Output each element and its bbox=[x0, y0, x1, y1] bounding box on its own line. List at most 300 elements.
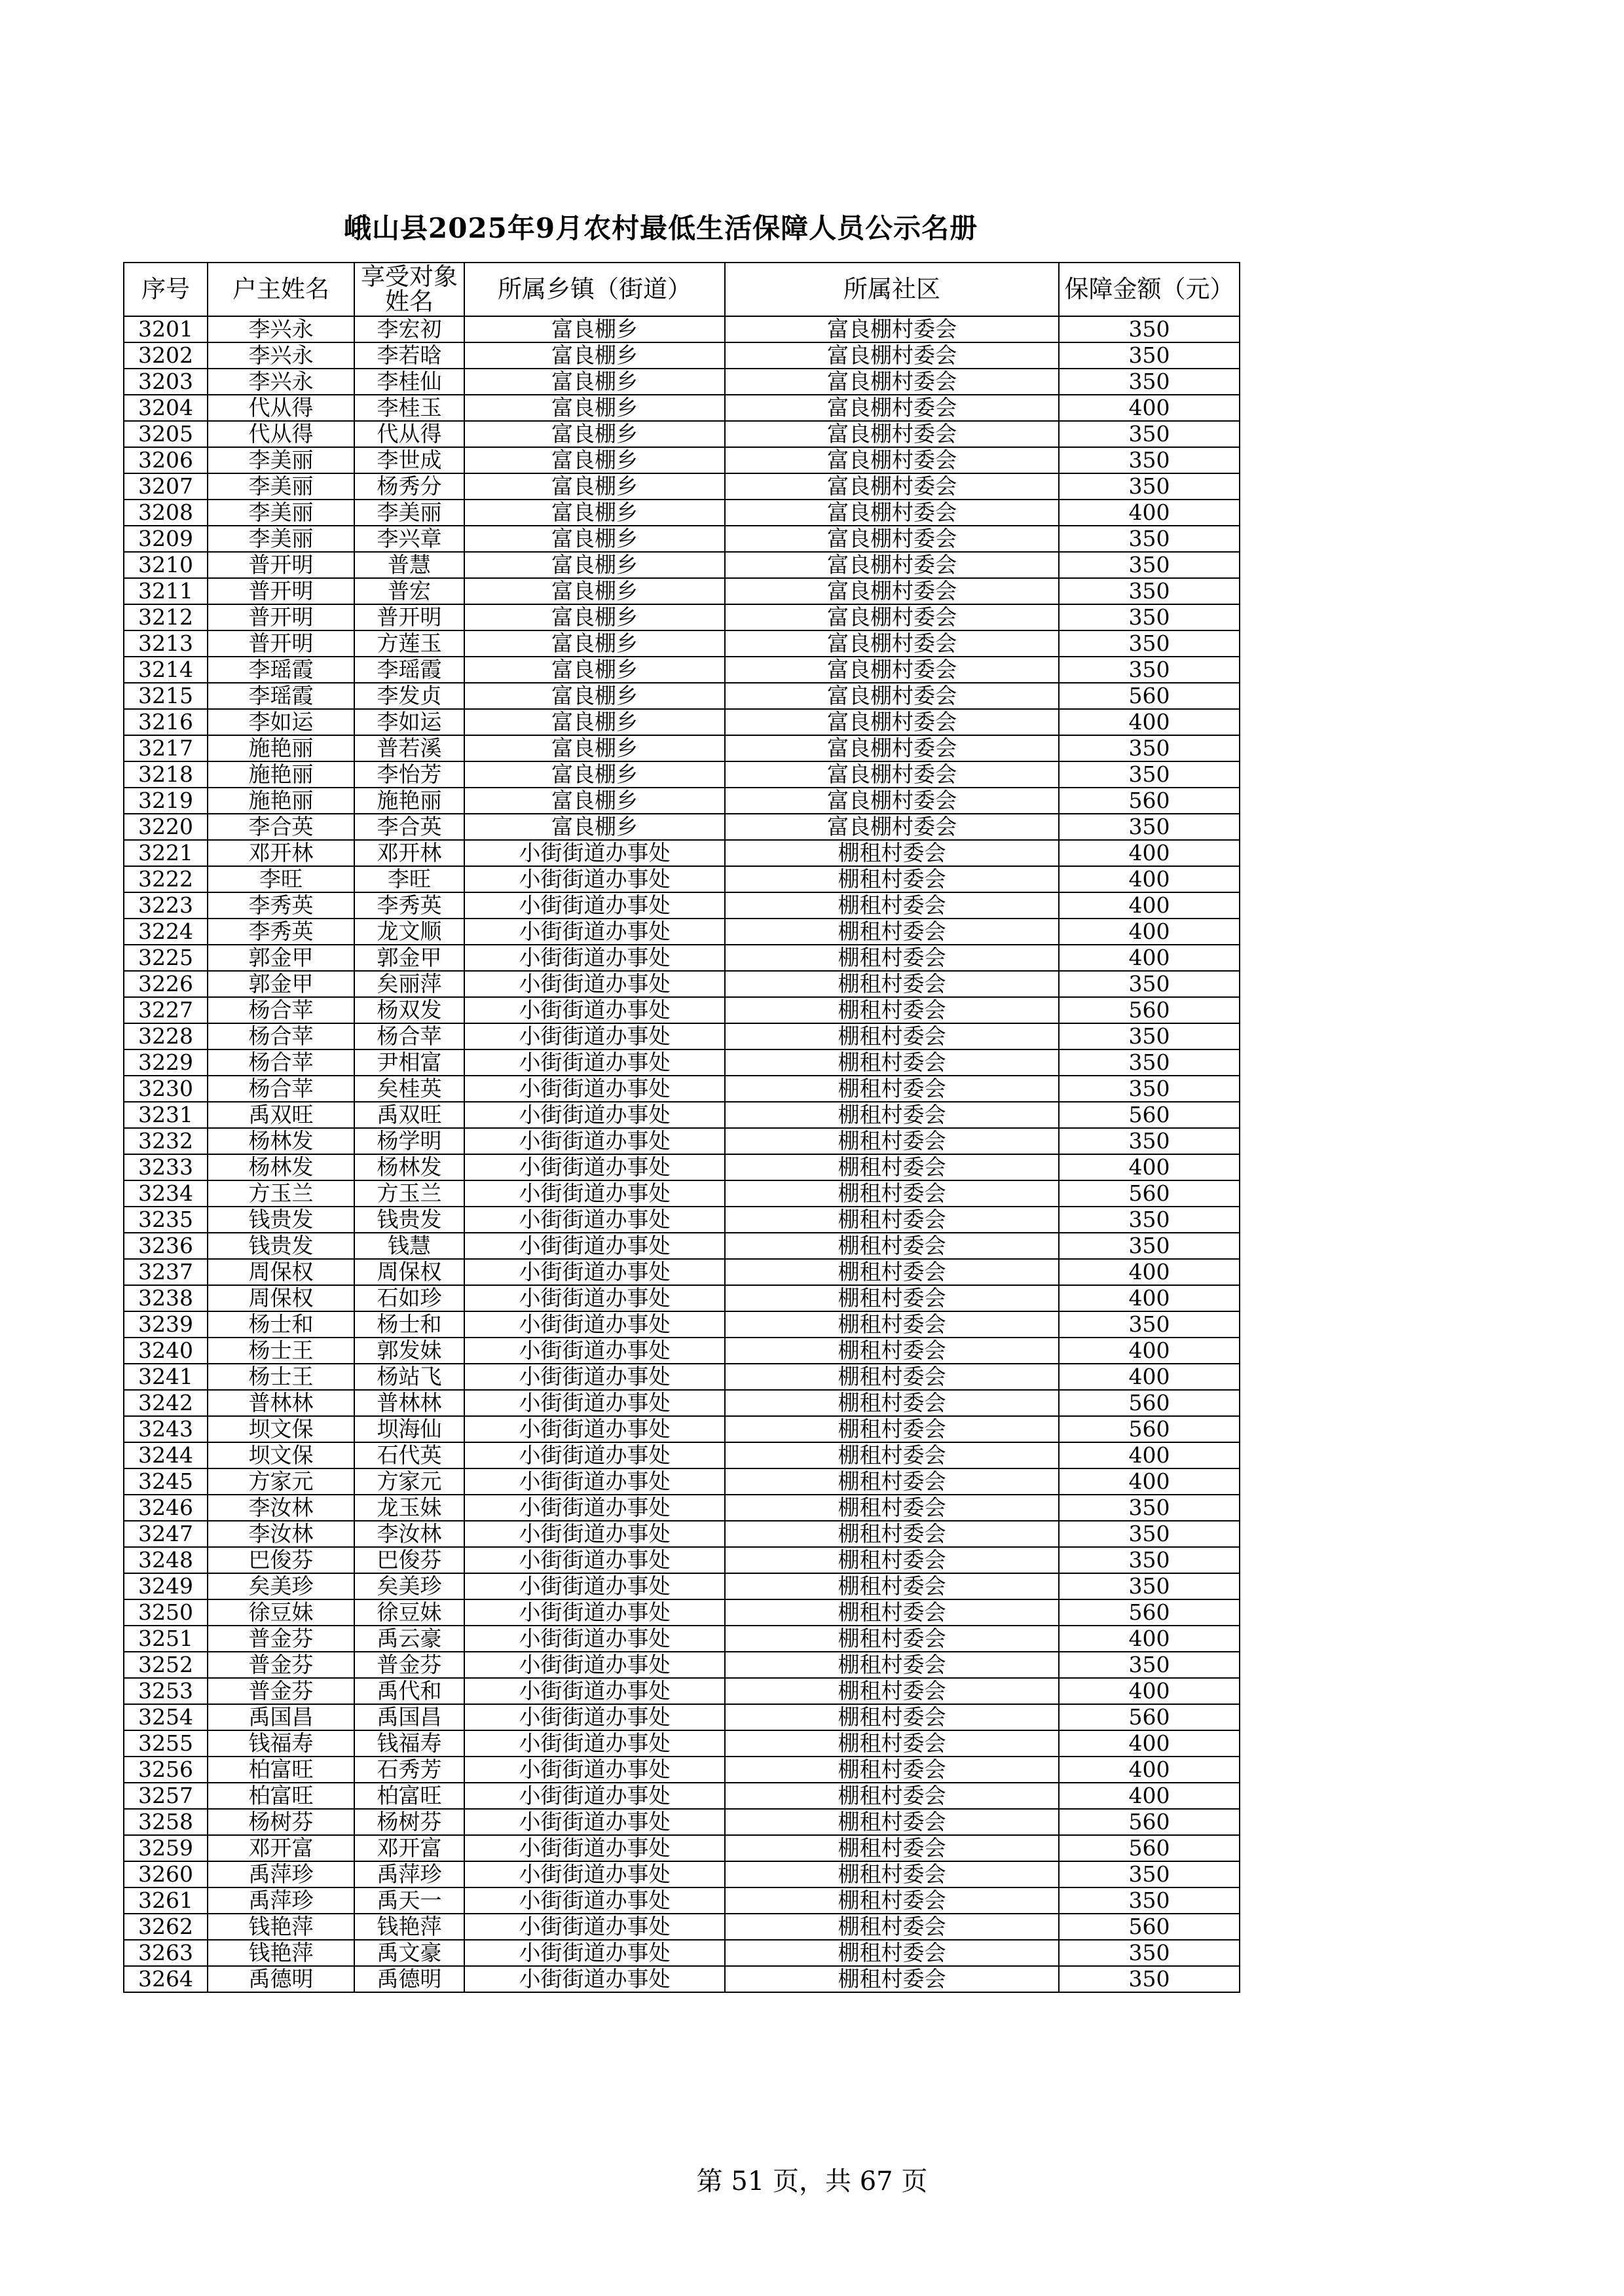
cell-amount: 400 bbox=[1059, 945, 1240, 971]
cell-beneficiary-name: 杨树芬 bbox=[354, 1809, 464, 1835]
cell-beneficiary-name: 李怡芳 bbox=[354, 761, 464, 788]
cell-household-head: 施艳丽 bbox=[208, 788, 354, 814]
cell-seq: 3242 bbox=[124, 1390, 208, 1416]
cell-beneficiary-name: 李若晗 bbox=[354, 342, 464, 369]
cell-household-head: 普开明 bbox=[208, 604, 354, 630]
cell-beneficiary-name: 禹代和 bbox=[354, 1678, 464, 1704]
table-row bbox=[124, 395, 1240, 421]
cell-seq: 3261 bbox=[124, 1887, 208, 1914]
cell-beneficiary-name: 杨站飞 bbox=[354, 1364, 464, 1390]
cell-beneficiary-name: 普林林 bbox=[354, 1390, 464, 1416]
cell-township: 小街街道办事处 bbox=[464, 1442, 725, 1468]
cell-beneficiary-name: 杨秀分 bbox=[354, 473, 464, 500]
table-row bbox=[124, 1076, 1240, 1102]
cell-beneficiary-name: 李合英 bbox=[354, 814, 464, 840]
cell-household-head: 坝文保 bbox=[208, 1442, 354, 1468]
cell-community: 棚租村委会 bbox=[725, 1573, 1059, 1599]
cell-township: 小街街道办事处 bbox=[464, 1128, 725, 1154]
cell-community: 棚租村委会 bbox=[725, 1468, 1059, 1495]
cell-seq: 3236 bbox=[124, 1233, 208, 1259]
cell-community: 富良棚村委会 bbox=[725, 421, 1059, 447]
cell-seq: 3216 bbox=[124, 709, 208, 735]
cell-amount: 400 bbox=[1059, 1783, 1240, 1809]
cell-seq: 3206 bbox=[124, 447, 208, 473]
cell-seq: 3204 bbox=[124, 395, 208, 421]
cell-amount: 400 bbox=[1059, 1154, 1240, 1180]
cell-amount: 400 bbox=[1059, 866, 1240, 892]
cell-seq: 3244 bbox=[124, 1442, 208, 1468]
cell-township: 小街街道办事处 bbox=[464, 1311, 725, 1338]
cell-township: 富良棚乡 bbox=[464, 657, 725, 683]
cell-household-head: 郭金甲 bbox=[208, 971, 354, 997]
cell-community: 棚租村委会 bbox=[725, 1076, 1059, 1102]
cell-amount: 350 bbox=[1059, 1311, 1240, 1338]
cell-beneficiary-name: 普开明 bbox=[354, 604, 464, 630]
cell-amount: 400 bbox=[1059, 892, 1240, 919]
cell-household-head: 普金芬 bbox=[208, 1652, 354, 1678]
cell-household-head: 李汝林 bbox=[208, 1521, 354, 1547]
table-row bbox=[124, 1573, 1240, 1599]
cell-beneficiary-name: 李兴章 bbox=[354, 526, 464, 552]
cell-community: 富良棚村委会 bbox=[725, 552, 1059, 578]
cell-township: 富良棚乡 bbox=[464, 788, 725, 814]
cell-amount: 400 bbox=[1059, 709, 1240, 735]
cell-beneficiary-name: 李如运 bbox=[354, 709, 464, 735]
cell-beneficiary-name: 李世成 bbox=[354, 447, 464, 473]
cell-amount: 350 bbox=[1059, 1495, 1240, 1521]
cell-amount: 400 bbox=[1059, 919, 1240, 945]
table-row bbox=[124, 369, 1240, 395]
cell-beneficiary-name: 龙文顺 bbox=[354, 919, 464, 945]
cell-seq: 3243 bbox=[124, 1416, 208, 1442]
cell-amount: 560 bbox=[1059, 788, 1240, 814]
cell-township: 小街街道办事处 bbox=[464, 1757, 725, 1783]
table-row bbox=[124, 604, 1240, 630]
cell-beneficiary-name: 禹双旺 bbox=[354, 1102, 464, 1128]
cell-community: 富良棚村委会 bbox=[725, 395, 1059, 421]
table-row bbox=[124, 1547, 1240, 1573]
cell-township: 小街街道办事处 bbox=[464, 1914, 725, 1940]
cell-amount: 400 bbox=[1059, 1626, 1240, 1652]
cell-seq: 3224 bbox=[124, 919, 208, 945]
cell-township: 小街街道办事处 bbox=[464, 1416, 725, 1442]
cell-township: 小街街道办事处 bbox=[464, 1704, 725, 1730]
cell-household-head: 邓开林 bbox=[208, 840, 354, 866]
cell-community: 棚租村委会 bbox=[725, 1233, 1059, 1259]
cell-seq: 3254 bbox=[124, 1704, 208, 1730]
cell-community: 棚租村委会 bbox=[725, 1757, 1059, 1783]
cell-beneficiary-name: 李美丽 bbox=[354, 500, 464, 526]
cell-seq: 3215 bbox=[124, 683, 208, 709]
cell-household-head: 郭金甲 bbox=[208, 945, 354, 971]
cell-seq: 3256 bbox=[124, 1757, 208, 1783]
cell-amount: 560 bbox=[1059, 1102, 1240, 1128]
cell-amount: 350 bbox=[1059, 814, 1240, 840]
cell-household-head: 施艳丽 bbox=[208, 761, 354, 788]
cell-seq: 3231 bbox=[124, 1102, 208, 1128]
cell-beneficiary-name: 施艳丽 bbox=[354, 788, 464, 814]
table-row bbox=[124, 709, 1240, 735]
cell-community: 棚租村委会 bbox=[725, 1285, 1059, 1311]
cell-community: 棚租村委会 bbox=[725, 1495, 1059, 1521]
cell-seq: 3220 bbox=[124, 814, 208, 840]
cell-beneficiary-name: 郭发妹 bbox=[354, 1338, 464, 1364]
cell-beneficiary-name: 李桂玉 bbox=[354, 395, 464, 421]
cell-township: 富良棚乡 bbox=[464, 342, 725, 369]
table-row bbox=[124, 316, 1240, 342]
cell-household-head: 李兴永 bbox=[208, 369, 354, 395]
cell-community: 棚租村委会 bbox=[725, 1861, 1059, 1887]
cell-amount: 350 bbox=[1059, 1128, 1240, 1154]
cell-household-head: 杨合苹 bbox=[208, 997, 354, 1023]
cell-community: 棚租村委会 bbox=[725, 892, 1059, 919]
cell-beneficiary-name: 李桂仙 bbox=[354, 369, 464, 395]
cell-township: 小街街道办事处 bbox=[464, 1207, 725, 1233]
cell-seq: 3247 bbox=[124, 1521, 208, 1547]
cell-community: 棚租村委会 bbox=[725, 1547, 1059, 1573]
cell-amount: 350 bbox=[1059, 447, 1240, 473]
table-row bbox=[124, 1390, 1240, 1416]
cell-township: 富良棚乡 bbox=[464, 395, 725, 421]
cell-community: 棚租村委会 bbox=[725, 1730, 1059, 1757]
cell-amount: 400 bbox=[1059, 395, 1240, 421]
cell-community: 棚租村委会 bbox=[725, 945, 1059, 971]
cell-amount: 350 bbox=[1059, 421, 1240, 447]
cell-beneficiary-name: 邓开富 bbox=[354, 1835, 464, 1861]
cell-community: 棚租村委会 bbox=[725, 1128, 1059, 1154]
cell-household-head: 李兴永 bbox=[208, 316, 354, 342]
cell-household-head: 杨合苹 bbox=[208, 1049, 354, 1076]
cell-community: 棚租村委会 bbox=[725, 866, 1059, 892]
cell-amount: 400 bbox=[1059, 840, 1240, 866]
cell-community: 富良棚村委会 bbox=[725, 761, 1059, 788]
cell-beneficiary-name: 杨合苹 bbox=[354, 1023, 464, 1049]
cell-township: 富良棚乡 bbox=[464, 761, 725, 788]
table-header-row bbox=[124, 263, 1240, 316]
cell-seq: 3211 bbox=[124, 578, 208, 604]
cell-community: 富良棚村委会 bbox=[725, 342, 1059, 369]
cell-household-head: 李秀英 bbox=[208, 919, 354, 945]
cell-township: 小街街道办事处 bbox=[464, 1259, 725, 1285]
table-row bbox=[124, 1966, 1240, 1992]
table-row bbox=[124, 1233, 1240, 1259]
cell-community: 富良棚村委会 bbox=[725, 735, 1059, 761]
cell-seq: 3263 bbox=[124, 1940, 208, 1966]
cell-township: 小街街道办事处 bbox=[464, 866, 725, 892]
page-footer: 第 51 页，共 67 页 bbox=[696, 2166, 928, 2196]
table-row bbox=[124, 1416, 1240, 1442]
cell-seq: 3203 bbox=[124, 369, 208, 395]
cell-household-head: 矣美珍 bbox=[208, 1573, 354, 1599]
cell-beneficiary-name: 石代英 bbox=[354, 1442, 464, 1468]
cell-beneficiary-name: 李宏初 bbox=[354, 316, 464, 342]
cell-beneficiary-name: 周保权 bbox=[354, 1259, 464, 1285]
cell-amount: 350 bbox=[1059, 552, 1240, 578]
table-row bbox=[124, 1861, 1240, 1887]
cell-amount: 400 bbox=[1059, 1757, 1240, 1783]
cell-beneficiary-name: 普若溪 bbox=[354, 735, 464, 761]
cell-township: 富良棚乡 bbox=[464, 500, 725, 526]
cell-seq: 3251 bbox=[124, 1626, 208, 1652]
cell-community: 棚租村委会 bbox=[725, 1835, 1059, 1861]
table-row bbox=[124, 945, 1240, 971]
cell-household-head: 李美丽 bbox=[208, 526, 354, 552]
cell-township: 小街街道办事处 bbox=[464, 1102, 725, 1128]
cell-community: 棚租村委会 bbox=[725, 1442, 1059, 1468]
cell-beneficiary-name: 禹国昌 bbox=[354, 1704, 464, 1730]
page-title: 峨山县2025年9月农村最低生活保障人员公示名册 bbox=[344, 212, 978, 244]
cell-community: 富良棚村委会 bbox=[725, 447, 1059, 473]
table-row bbox=[124, 788, 1240, 814]
table-row bbox=[124, 1154, 1240, 1180]
cell-beneficiary-name: 禹云豪 bbox=[354, 1626, 464, 1652]
cell-seq: 3212 bbox=[124, 604, 208, 630]
cell-community: 棚租村委会 bbox=[725, 1338, 1059, 1364]
cell-community: 棚租村委会 bbox=[725, 1390, 1059, 1416]
cell-community: 棚租村委会 bbox=[725, 1207, 1059, 1233]
cell-community: 富良棚村委会 bbox=[725, 709, 1059, 735]
cell-township: 小街街道办事处 bbox=[464, 1521, 725, 1547]
cell-community: 富良棚村委会 bbox=[725, 369, 1059, 395]
cell-household-head: 杨士和 bbox=[208, 1311, 354, 1338]
cell-amount: 350 bbox=[1059, 316, 1240, 342]
cell-amount: 350 bbox=[1059, 526, 1240, 552]
cell-household-head: 李美丽 bbox=[208, 473, 354, 500]
cell-community: 富良棚村委会 bbox=[725, 788, 1059, 814]
cell-township: 小街街道办事处 bbox=[464, 1285, 725, 1311]
cell-household-head: 钱艳萍 bbox=[208, 1914, 354, 1940]
cell-amount: 350 bbox=[1059, 342, 1240, 369]
cell-township: 小街街道办事处 bbox=[464, 1049, 725, 1076]
table-row bbox=[124, 1259, 1240, 1285]
cell-household-head: 李美丽 bbox=[208, 447, 354, 473]
table-row bbox=[124, 1783, 1240, 1809]
cell-community: 富良棚村委会 bbox=[725, 630, 1059, 657]
cell-township: 小街街道办事处 bbox=[464, 1023, 725, 1049]
cell-household-head: 杨林发 bbox=[208, 1154, 354, 1180]
cell-township: 富良棚乡 bbox=[464, 578, 725, 604]
cell-beneficiary-name: 杨双发 bbox=[354, 997, 464, 1023]
roster-table bbox=[123, 262, 1240, 1993]
cell-amount: 560 bbox=[1059, 1914, 1240, 1940]
cell-township: 小街街道办事处 bbox=[464, 892, 725, 919]
cell-beneficiary-name: 石秀芳 bbox=[354, 1757, 464, 1783]
cell-amount: 560 bbox=[1059, 997, 1240, 1023]
table-row bbox=[124, 1757, 1240, 1783]
cell-amount: 560 bbox=[1059, 1180, 1240, 1207]
cell-household-head: 巴俊芬 bbox=[208, 1547, 354, 1573]
cell-township: 小街街道办事处 bbox=[464, 1233, 725, 1259]
cell-seq: 3239 bbox=[124, 1311, 208, 1338]
header-seq: 序号 bbox=[124, 263, 208, 316]
table-row bbox=[124, 1914, 1240, 1940]
cell-beneficiary-name: 李发贞 bbox=[354, 683, 464, 709]
header-township: 所属乡镇（街道） bbox=[464, 263, 725, 316]
cell-township: 小街街道办事处 bbox=[464, 1154, 725, 1180]
cell-amount: 350 bbox=[1059, 1887, 1240, 1914]
cell-beneficiary-name: 巴俊芬 bbox=[354, 1547, 464, 1573]
header-community: 所属社区 bbox=[725, 263, 1059, 316]
cell-seq: 3219 bbox=[124, 788, 208, 814]
cell-beneficiary-name: 李秀英 bbox=[354, 892, 464, 919]
cell-amount: 400 bbox=[1059, 1364, 1240, 1390]
cell-township: 富良棚乡 bbox=[464, 369, 725, 395]
cell-household-head: 方家元 bbox=[208, 1468, 354, 1495]
cell-seq: 3223 bbox=[124, 892, 208, 919]
cell-seq: 3225 bbox=[124, 945, 208, 971]
cell-seq: 3226 bbox=[124, 971, 208, 997]
cell-community: 棚租村委会 bbox=[725, 997, 1059, 1023]
cell-seq: 3249 bbox=[124, 1573, 208, 1599]
cell-seq: 3262 bbox=[124, 1914, 208, 1940]
cell-amount: 350 bbox=[1059, 1652, 1240, 1678]
cell-amount: 350 bbox=[1059, 657, 1240, 683]
cell-seq: 3201 bbox=[124, 316, 208, 342]
table-row bbox=[124, 578, 1240, 604]
cell-household-head: 钱艳萍 bbox=[208, 1940, 354, 1966]
cell-beneficiary-name: 钱福寿 bbox=[354, 1730, 464, 1757]
cell-beneficiary-name: 杨学明 bbox=[354, 1128, 464, 1154]
table-row bbox=[124, 342, 1240, 369]
cell-beneficiary-name: 钱贵发 bbox=[354, 1207, 464, 1233]
cell-township: 小街街道办事处 bbox=[464, 1547, 725, 1573]
cell-beneficiary-name: 普宏 bbox=[354, 578, 464, 604]
cell-township: 小街街道办事处 bbox=[464, 1783, 725, 1809]
table-row bbox=[124, 421, 1240, 447]
table-row bbox=[124, 735, 1240, 761]
cell-community: 富良棚村委会 bbox=[725, 500, 1059, 526]
cell-beneficiary-name: 禹天一 bbox=[354, 1887, 464, 1914]
cell-community: 棚租村委会 bbox=[725, 1914, 1059, 1940]
cell-seq: 3237 bbox=[124, 1259, 208, 1285]
cell-seq: 3218 bbox=[124, 761, 208, 788]
cell-township: 小街街道办事处 bbox=[464, 1180, 725, 1207]
table-row bbox=[124, 526, 1240, 552]
cell-beneficiary-name: 李瑶霞 bbox=[354, 657, 464, 683]
cell-township: 小街街道办事处 bbox=[464, 971, 725, 997]
cell-household-head: 禹德明 bbox=[208, 1966, 354, 1992]
cell-township: 富良棚乡 bbox=[464, 683, 725, 709]
cell-township: 富良棚乡 bbox=[464, 473, 725, 500]
cell-community: 富良棚村委会 bbox=[725, 657, 1059, 683]
cell-township: 小街街道办事处 bbox=[464, 1652, 725, 1678]
cell-community: 棚租村委会 bbox=[725, 971, 1059, 997]
cell-beneficiary-name: 代从得 bbox=[354, 421, 464, 447]
cell-amount: 350 bbox=[1059, 1076, 1240, 1102]
cell-seq: 3228 bbox=[124, 1023, 208, 1049]
table-row bbox=[124, 552, 1240, 578]
cell-community: 富良棚村委会 bbox=[725, 604, 1059, 630]
cell-household-head: 周保权 bbox=[208, 1259, 354, 1285]
cell-household-head: 杨林发 bbox=[208, 1128, 354, 1154]
table-row bbox=[124, 1599, 1240, 1626]
cell-seq: 3257 bbox=[124, 1783, 208, 1809]
cell-beneficiary-name: 郭金甲 bbox=[354, 945, 464, 971]
table-row bbox=[124, 473, 1240, 500]
cell-household-head: 邓开富 bbox=[208, 1835, 354, 1861]
table-row bbox=[124, 1809, 1240, 1835]
cell-community: 棚租村委会 bbox=[725, 1311, 1059, 1338]
cell-household-head: 杨树芬 bbox=[208, 1809, 354, 1835]
cell-household-head: 坝文保 bbox=[208, 1416, 354, 1442]
cell-township: 小街街道办事处 bbox=[464, 1678, 725, 1704]
cell-household-head: 李合英 bbox=[208, 814, 354, 840]
cell-township: 小街街道办事处 bbox=[464, 1887, 725, 1914]
cell-seq: 3238 bbox=[124, 1285, 208, 1311]
cell-seq: 3258 bbox=[124, 1809, 208, 1835]
table-row bbox=[124, 500, 1240, 526]
cell-community: 棚租村委会 bbox=[725, 1809, 1059, 1835]
cell-seq: 3210 bbox=[124, 552, 208, 578]
cell-community: 棚租村委会 bbox=[725, 1521, 1059, 1547]
cell-seq: 3235 bbox=[124, 1207, 208, 1233]
cell-seq: 3260 bbox=[124, 1861, 208, 1887]
cell-household-head: 李美丽 bbox=[208, 500, 354, 526]
table-row bbox=[124, 892, 1240, 919]
cell-community: 棚租村委会 bbox=[725, 1154, 1059, 1180]
cell-beneficiary-name: 龙玉妹 bbox=[354, 1495, 464, 1521]
cell-community: 棚租村委会 bbox=[725, 1364, 1059, 1390]
cell-beneficiary-name: 方莲玉 bbox=[354, 630, 464, 657]
cell-township: 富良棚乡 bbox=[464, 526, 725, 552]
cell-beneficiary-name: 禹德明 bbox=[354, 1966, 464, 1992]
cell-amount: 560 bbox=[1059, 1704, 1240, 1730]
table-row bbox=[124, 1442, 1240, 1468]
cell-seq: 3207 bbox=[124, 473, 208, 500]
cell-household-head: 禹萍珍 bbox=[208, 1861, 354, 1887]
cell-amount: 560 bbox=[1059, 1390, 1240, 1416]
cell-community: 棚租村委会 bbox=[725, 1887, 1059, 1914]
table-row bbox=[124, 971, 1240, 997]
table-row bbox=[124, 814, 1240, 840]
cell-amount: 560 bbox=[1059, 1809, 1240, 1835]
cell-township: 小街街道办事处 bbox=[464, 997, 725, 1023]
table-row bbox=[124, 1495, 1240, 1521]
cell-household-head: 禹萍珍 bbox=[208, 1887, 354, 1914]
cell-township: 富良棚乡 bbox=[464, 447, 725, 473]
table-row bbox=[124, 1678, 1240, 1704]
cell-seq: 3240 bbox=[124, 1338, 208, 1364]
table-row bbox=[124, 1128, 1240, 1154]
cell-seq: 3221 bbox=[124, 840, 208, 866]
cell-township: 富良棚乡 bbox=[464, 604, 725, 630]
table-row bbox=[124, 997, 1240, 1023]
cell-seq: 3252 bbox=[124, 1652, 208, 1678]
cell-amount: 400 bbox=[1059, 1730, 1240, 1757]
cell-seq: 3253 bbox=[124, 1678, 208, 1704]
cell-seq: 3246 bbox=[124, 1495, 208, 1521]
cell-township: 富良棚乡 bbox=[464, 552, 725, 578]
cell-community: 棚租村委会 bbox=[725, 1704, 1059, 1730]
cell-township: 富良棚乡 bbox=[464, 421, 725, 447]
cell-household-head: 李秀英 bbox=[208, 892, 354, 919]
cell-seq: 3250 bbox=[124, 1599, 208, 1626]
cell-amount: 350 bbox=[1059, 1940, 1240, 1966]
cell-township: 富良棚乡 bbox=[464, 630, 725, 657]
cell-household-head: 李汝林 bbox=[208, 1495, 354, 1521]
cell-household-head: 钱贵发 bbox=[208, 1207, 354, 1233]
cell-household-head: 钱贵发 bbox=[208, 1233, 354, 1259]
table-body bbox=[124, 316, 1240, 1992]
cell-household-head: 柏富旺 bbox=[208, 1783, 354, 1809]
cell-community: 富良棚村委会 bbox=[725, 814, 1059, 840]
cell-seq: 3217 bbox=[124, 735, 208, 761]
table-row bbox=[124, 1180, 1240, 1207]
cell-household-head: 周保权 bbox=[208, 1285, 354, 1311]
cell-amount: 400 bbox=[1059, 1678, 1240, 1704]
cell-township: 小街街道办事处 bbox=[464, 919, 725, 945]
cell-seq: 3205 bbox=[124, 421, 208, 447]
